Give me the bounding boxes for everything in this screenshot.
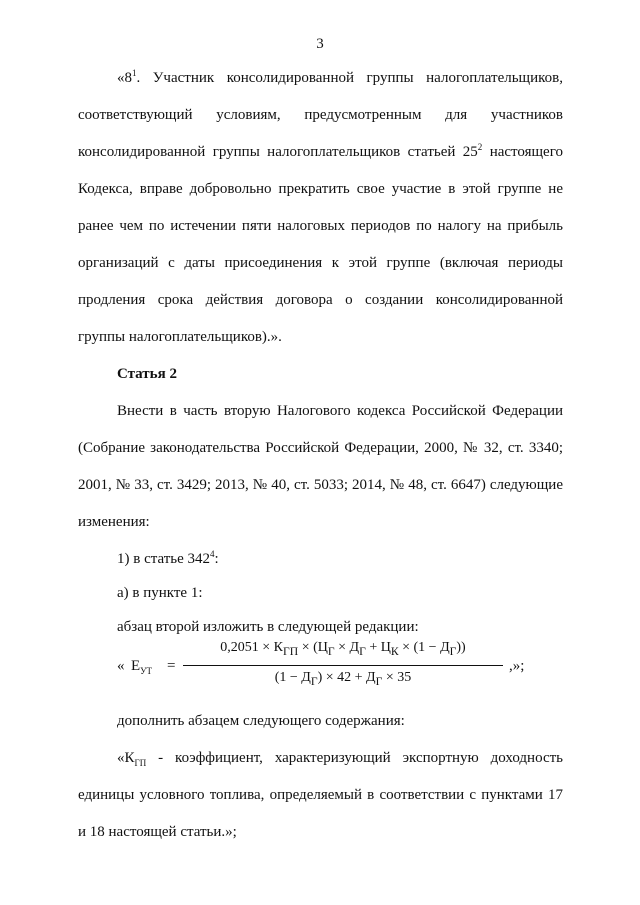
paragraph-line: единицы условного топлива, определяемый в соответствии с пунктами 17 <box>78 787 563 803</box>
instruction-text: абзац второй изложить в следующей редакции: <box>117 619 419 635</box>
paragraph-line: «$8^1$. Участник консолидированной группы налогоплательщиков, <box>117 68 563 86</box>
formula <box>117 640 557 696</box>
formula-equals: = <box>167 658 176 674</box>
page-number: 3 <box>316 36 324 52</box>
list-item-point: а) в пункте 1: <box>117 585 203 601</box>
paragraph-line: группы налогоплательщиков).». <box>78 329 282 345</box>
list-item-article: 1) в статье $342^4$: <box>117 549 219 567</box>
instruction-text: дополнить абзацем следующего содержания: <box>117 713 405 729</box>
paragraph-line: соответствующий условиям, предусмотренным для участников <box>78 107 563 123</box>
formula-lhs: $Е_{УТ}$ <box>131 658 153 676</box>
paragraph-line: 2001, № 33, ст. 3429; 2013, № 40, ст. 5033; 2014, № 48, ст. 6647) следующие <box>78 477 563 493</box>
formula-numerator: $0,2051 \times К_{ГП} \times (Ц_Г \times Д_Г + Ц_К \times (1 - Д_Г))$ <box>220 640 466 658</box>
paragraph-line: (Собрание законодательства Российской Федерации, 2000, № 32, ст. 3340; <box>78 440 563 456</box>
formula-tail: ,»; <box>509 658 525 674</box>
paragraph-line: Кодекса, вправе добровольно прекратить свое участие в этой группе не <box>78 181 563 197</box>
article-heading: Статья 2 <box>117 366 177 382</box>
formula-open-quote: « <box>117 658 125 674</box>
formula-denominator: $(1 - Д_Г) \times 42 + Д_Г \times 35$ <box>274 670 412 688</box>
paragraph-line: ранее чем по истечении пяти налоговых периодов по налогу на прибыль <box>78 218 563 234</box>
paragraph-line: организаций с даты присоединения к этой группе (включая периоды <box>78 255 563 271</box>
paragraph-line: Внести в часть вторую Налогового кодекса Российской Федерации <box>117 403 563 419</box>
paragraph-line: консолидированной группы налогоплательщиков статьей $25^2$ настоящего <box>78 142 563 160</box>
paragraph-line: и 18 настоящей статьи.»; <box>78 824 237 840</box>
paragraph-line: «$К_{ГП}$ - коэффициент, характеризующий экспортную доходность <box>117 750 563 768</box>
paragraph-line: продления срока действия договора о создании консолидированной <box>78 292 563 308</box>
paragraph-line: изменения: <box>78 514 150 530</box>
fraction-bar <box>183 665 503 666</box>
